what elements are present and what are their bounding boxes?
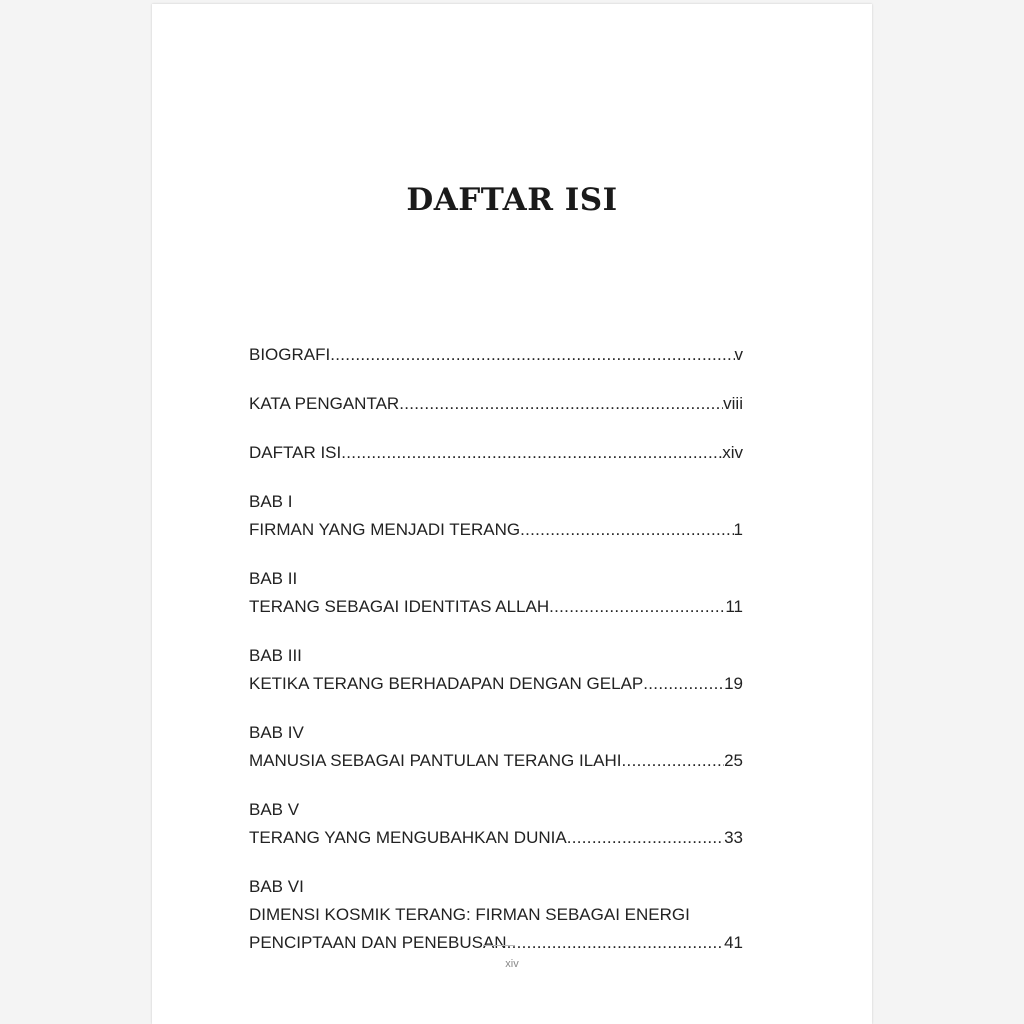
page-number: v — [734, 345, 743, 364]
entry-title: KETIKA TERANG BERHADAPAN DENGAN GELAP — [249, 674, 644, 693]
document-page — [152, 4, 872, 1024]
dot-leader — [507, 929, 725, 957]
toc-entry — [249, 439, 743, 467]
page-number: 25 — [724, 751, 743, 770]
toc-line — [249, 516, 743, 544]
page-number: 11 — [725, 597, 743, 616]
dot-leader — [341, 439, 722, 467]
entry-title: DIMENSI KOSMIK TERANG: FIRMAN SEBAGAI ENERGI — [249, 905, 690, 924]
page-number: 33 — [724, 828, 743, 847]
toc-entry — [249, 488, 743, 544]
dot-leader — [399, 390, 723, 418]
toc-line — [249, 824, 743, 852]
footer-rule — [483, 945, 515, 946]
page-number: viii — [723, 394, 743, 413]
entry-title: KATA PENGANTAR — [249, 394, 400, 413]
page-number: 1 — [733, 520, 743, 539]
toc-line — [249, 901, 743, 929]
entry-title: TERANG SEBAGAI IDENTITAS ALLAH — [249, 597, 550, 616]
chapter-label: BAB II — [249, 569, 298, 588]
toc-line — [249, 341, 743, 369]
toc-entry — [249, 341, 743, 369]
toc-entry — [249, 565, 743, 621]
toc-line — [249, 670, 743, 698]
entry-title: PENCIPTAAN DAN PENEBUSAN — [249, 933, 507, 952]
toc-line — [249, 439, 743, 467]
chapter-label: BAB I — [249, 492, 293, 511]
chapter-label: BAB III — [249, 646, 302, 665]
page-title: DAFTAR ISI — [406, 182, 618, 218]
dot-leader — [643, 670, 724, 698]
entry-title: FIRMAN YANG MENJADI TERANG — [249, 520, 521, 539]
toc-entry — [249, 796, 743, 852]
table-of-contents — [249, 341, 743, 978]
toc-line — [249, 390, 743, 418]
dot-leader — [567, 824, 724, 852]
entry-title: DAFTAR ISI — [249, 443, 342, 462]
dot-leader — [549, 593, 725, 621]
toc-entry — [249, 642, 743, 698]
chapter-label: BAB VI — [249, 877, 304, 896]
toc-line — [249, 593, 743, 621]
entry-title: MANUSIA SEBAGAI PANTULAN TERANG ILAHI — [249, 751, 622, 770]
entry-title: TERANG YANG MENGUBAHKAN DUNIA — [249, 828, 567, 847]
dot-leader — [330, 341, 734, 369]
page-number: xiv — [722, 443, 743, 462]
toc-entry — [249, 719, 743, 775]
chapter-label: BAB V — [249, 800, 300, 819]
entry-title: BIOGRAFI — [249, 345, 331, 364]
page-number: 19 — [724, 674, 743, 693]
footer-page-number: xiv — [505, 958, 519, 970]
toc-line — [249, 747, 743, 775]
toc-entry — [249, 390, 743, 418]
chapter-label: BAB IV — [249, 723, 304, 742]
dot-leader — [622, 747, 725, 775]
toc-line — [249, 929, 743, 957]
page-number: 41 — [724, 933, 743, 952]
dot-leader — [520, 516, 733, 544]
